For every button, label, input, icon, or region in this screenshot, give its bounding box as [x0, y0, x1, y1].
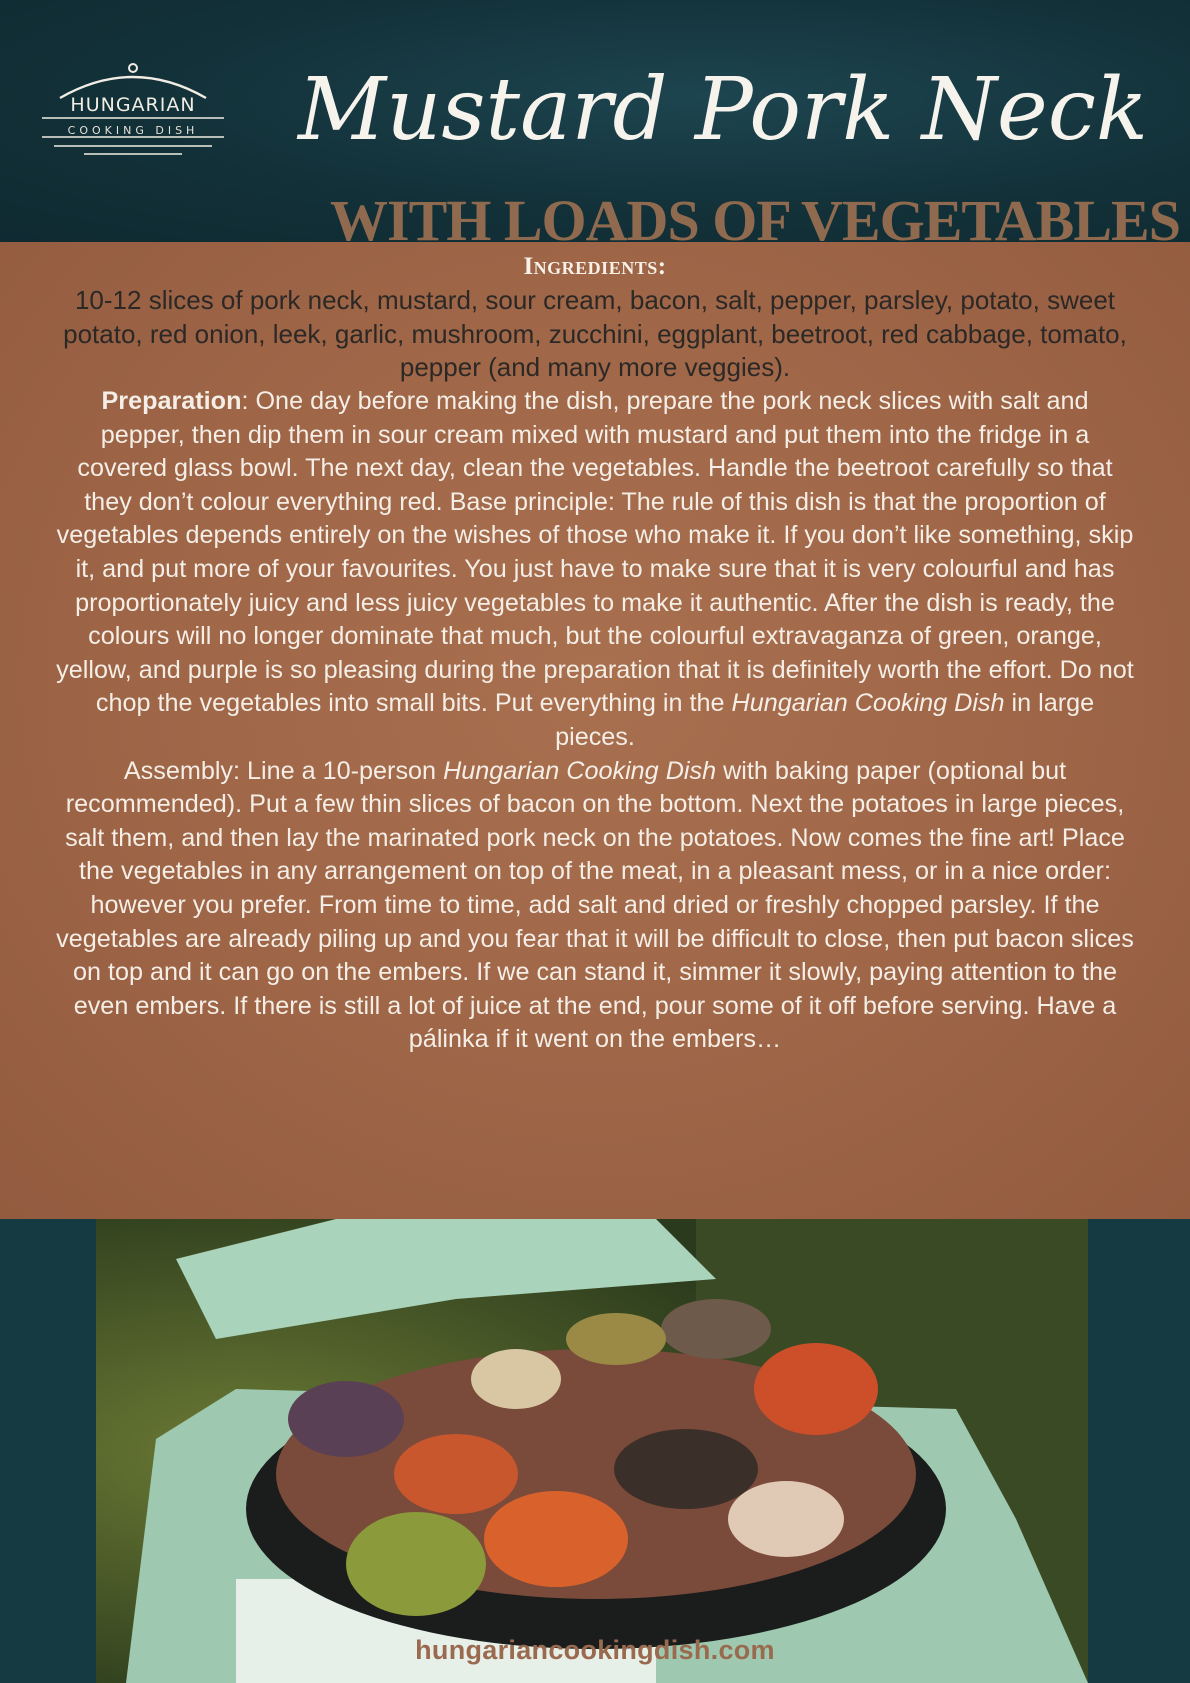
dish-photo [96, 1219, 1088, 1683]
recipe-subtitle: WITH LOADS OF VEGETABLES [330, 188, 1180, 253]
ingredients-list: 10-12 slices of pork neck, mustard, sour cream, bacon, salt, pepper, parsley, potato, sweet potato, red onion, leek, garlic, mushroom, zucchini, eggplant, beetroot, red cabbage, tomato, pepper (and many more veggies). [63, 285, 1127, 383]
assembly-paragraph-end: with baking paper (optional but recommended). Put a few thin slices of bacon on the bottom. Next the potatoes in large pieces, salt them, and then lay the marinated pork neck on the potatoes. Now comes the fine art! Place the vegetables in any arrangement on top of the meat, in a pleasant mess, or in a nice order: however you prefer. From time to time, add salt and dried or freshly chopped parsley. If the vegetables are already piling up and you fear that it will be difficult to close, then put bacon slices on top and it can go on the embers. If we can stand it, simmer it slowly, paying attention to the even embers. If there is still a lot of juice at the end, pour some of it off before serving. Have a pálinka if it went on the embers… [56, 756, 1134, 1054]
preparation-label: Preparation [101, 387, 242, 415]
assembly-paragraph: Assembly: Line a 10-person [123, 756, 444, 785]
dish-photo-illustration [96, 1219, 1088, 1683]
website-url: hungariancookingdish.com [415, 1635, 775, 1665]
preparation-paragraph: : One day before making the dish, prepare the pork neck slices with salt and pepper, then dip them in sour cream mixed with mustard and put them into the fridge in a covered glass bowl. The next day, clean the vegetables. Handle the beetroot carefully so that they don’t colour everything red. Base principle: The rule of this dish is that the proportion of vegetables depends entirely on the wishes of those who make it. If you don’t like something, skip it, and put more of your favourites. You just have to make sure that it is very colourful and has proportionately juicy and less juicy vegetables to make it authentic. After the dish is ready, the colours will no longer dominate that much, but the colourful extravaganza of green, orange, yellow, and purple is so pleasing during the preparation that it is definitely worth the effort. Do not chop the vegetables into small bits. Put everything in the [56, 387, 1134, 718]
logo-name: HUNGARIAN [70, 94, 196, 116]
ingredients-heading [0, 250, 1190, 284]
recipe-title: Mustard Pork Neck [297, 60, 1148, 160]
preparation-text [56, 385, 1134, 1057]
dish-name: Hungarian Cooking Dish [731, 689, 1005, 718]
brand-logo [38, 62, 228, 172]
preparation-paragraph-end: in large pieces. [555, 689, 1095, 751]
dish-name: Hungarian Cooking Dish [443, 756, 717, 785]
ingredients-heading-text: Ingredients: [523, 253, 667, 280]
logo-subtitle: COOKING DISH [67, 124, 199, 137]
pot-lid-icon [38, 62, 228, 172]
